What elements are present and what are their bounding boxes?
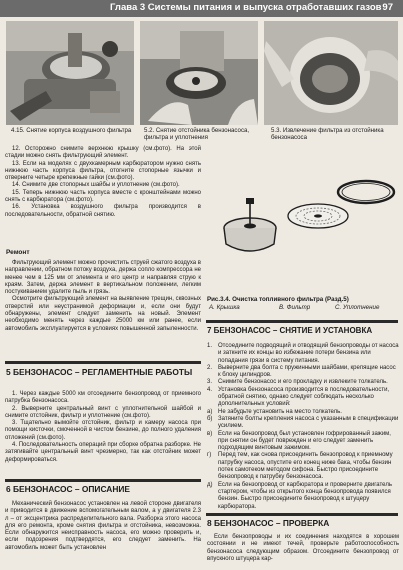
list-item-marker: 1.	[207, 343, 213, 349]
paragraph: 15. Теперь нижнюю часть корпуса вместе с кронштейнами можно снять с карбюратора (см.фото).	[5, 189, 201, 204]
paragraph: 14. Снимите две стопорных шайбы и уплотнение (см.фото).	[12, 182, 180, 189]
section-rule	[206, 320, 398, 323]
list-item-text: Не забудьте установить на место толкатель.	[218, 408, 342, 415]
legend-seal: С. Уплотнение	[335, 304, 380, 311]
list-item-text: Если на бензопровод был установлен гофрированный зажим, при снятии он будет поврежден и его следует заменить подходящим винтовым зажимом.	[218, 430, 391, 452]
photo-air-filter-housing	[6, 21, 134, 125]
section-5-title: 5 БЕНЗОНАСОС – РЕГЛАМЕНТНЫЕ РАБОТЫ	[6, 367, 193, 377]
section-rule	[5, 479, 201, 482]
list-item-marker: б)	[207, 415, 213, 422]
section-8-text	[207, 534, 399, 563]
photo-caption-4-15: 4.15. Снятие корпуса воздушного фильтра	[11, 127, 132, 134]
photo-caption-5-2: 5.2. Снятие отстойника бензонасоса, фильтра и уплотнения	[144, 127, 250, 142]
chapter-title: Глава 3 Системы питания и выпуска отработавших газов	[110, 2, 382, 13]
filter-part-drawing	[288, 204, 348, 228]
list-item	[207, 482, 399, 511]
legend-cover: А. Крышка	[209, 304, 240, 311]
section-rule	[5, 361, 201, 364]
repair-heading: Ремонт	[6, 249, 30, 256]
paragraph: Фильтрующий элемент можно прочистить струей сжатого воздуха в направлении, обратном потоку воздуха, держа сопло компрессора не менее чем в 125 мм от элемента и его центр и направляя струю к краям. Затем, держа элемент в вертикальном положении, легким постукиванием удалите пыль и грязь.	[5, 260, 201, 296]
section-6-title: 6 БЕНЗОНАСОС – ОПИСАНИЕ	[6, 484, 130, 494]
list-item	[207, 431, 399, 453]
list-item-marker: 4.	[207, 386, 213, 393]
list-item-marker: д)	[207, 481, 213, 488]
list-item-text: Затяните болты крепления насоса с указанным в спецификации усилием.	[218, 415, 399, 430]
photo-fuel-pump-bowl-removal	[140, 21, 258, 125]
paragraph: Механический бензонасос установлен на левой стороне двигателя и приводится в движение вспомогательным валом, а у двигателя 2.3 л – от эксцентрика распределительного вала. Разборка этого насоса для его ремонта, кроме снятия фильтра и отстойника, невозможна. Если обнаружится неисправность насоса, его можно проверить и, если подозрения подтвердятся, его следует заменить. На автомобиль может быть установлен	[5, 501, 201, 551]
paragraph: Если бензопроводы и их соединения находятся в хорошем состоянии и не имеют течей, проверьте работоспособность бензонасоса следующим образом. Отсоедините бензопровод от впускного штуцера кар-	[207, 534, 399, 562]
list-item: 4. Последовательность операций при сборке обратна разборке. Не затягивайте центральный винт чрезмерно, так как отстойник может деформироваться.	[5, 442, 201, 463]
repair-text	[5, 260, 201, 333]
page-header	[0, 0, 403, 17]
paragraph: 16. Установка воздушного фильтра производится в последовательности, обратной снятию.	[5, 204, 201, 218]
list-item	[207, 343, 399, 365]
left-intro-text	[5, 146, 201, 219]
photo-caption-5-3: 5.3. Извлечение фильтра из отстойника бензонасоса	[271, 127, 384, 142]
list-item-marker: г)	[207, 452, 212, 459]
paragraph: 12. Осторожно снимите верхнюю крышку (см.фото). На этой стадии можно снять фильтрующий элемент.	[5, 146, 201, 160]
section-5-steps	[5, 391, 201, 464]
list-item-text: Снимите бензонасос и его прокладку и извлеките толкатель.	[218, 379, 388, 386]
list-item-text: Установка бензонасоса производится в последовательности, обратной снятию, однако следует соблюдать несколько дополнительных условий:	[218, 386, 390, 408]
list-item-text: Перед тем, как снова присоединить бензопровод к приемному патрубку насоса, опустите его конец ниже бака, чтобы бензин потек самотеком методом сифона. Быстро присоедините бензопровод к патрубку бензонасоса.	[218, 452, 393, 481]
legend-filter: В. Фильтр	[279, 304, 311, 311]
list-item	[207, 409, 399, 416]
list-item	[207, 416, 399, 431]
list-item	[207, 452, 399, 481]
list-item-marker: а)	[207, 408, 213, 415]
figure-fuel-filter-diagram	[206, 146, 398, 292]
list-item-text: Если на бензопровод от карбюратора и проверните двигатель стартером, чтобы из открытого конца бензопровода появился бензин. Быстро присоедините бензопровод к штуцеру карбюратора.	[218, 481, 392, 510]
list-item	[207, 387, 399, 409]
section-6-text	[5, 501, 201, 552]
paragraph: Осмотрите фильтрующий элемент на выявление трещин, сквозных отверстий или неустранимой деформации и, если они будут обнаружены, элемент следует заменить на новый. Элемент необходимо менять через каждые 25000 км или ранее, если автомобиль эксплуатируется в условиях повышенной запыленности.	[5, 296, 201, 332]
list-item-marker: 3.	[207, 379, 213, 386]
section-8-title: 8 БЕНЗОНАСОС – ПРОВЕРКА	[207, 518, 330, 528]
list-item: 3. Тщательно вымойте отстойник, фильтр и камеру насоса при помощи кисточки, смоченной в чистом бензине, до полного удаления отложений (см.фото).	[5, 420, 201, 441]
list-item-text: Выверните два болта с пружинными шайбами, крепящие насос к блоку цилиндров.	[218, 364, 396, 379]
list-item: 2. Выверните центральный винт с уплотнительной шайбой и снимите отстойник, фильтр и уплотнение (см.фото).	[5, 405, 201, 419]
list-item	[207, 365, 399, 380]
figure-caption	[207, 296, 399, 316]
section-rule	[206, 513, 398, 516]
page-number: 97	[382, 2, 393, 13]
section-7-steps	[207, 343, 399, 511]
paragraph: 13. Если на моделях с двухкамерным карбюратором нужно снять нижнюю часть корпуса фильтра, отогните стопорные язычки и отверните четыре крепежные гайки (см.фото).	[5, 160, 201, 182]
list-item-text: Отсоедините подводящий и отводящий бензопроводы от насоса и заткните их концы во избежание потери бензина или попадания грязи в систему питания.	[218, 343, 399, 364]
list-item	[207, 379, 399, 386]
figure-title: Рис.3.4. Очистка топливного фильтра (Разд.5)	[207, 296, 349, 303]
list-item-marker: в)	[207, 430, 213, 437]
photo-filter-extraction	[264, 21, 398, 125]
list-item: 1. Через каждые 5000 км отсоедините бензопровод от приемного патрубка бензонасоса.	[5, 391, 201, 405]
section-7-title: 7 БЕНЗОНАСОС – СНЯТИЕ И УСТАНОВКА	[207, 326, 373, 335]
list-item-marker: 2.	[207, 364, 213, 371]
